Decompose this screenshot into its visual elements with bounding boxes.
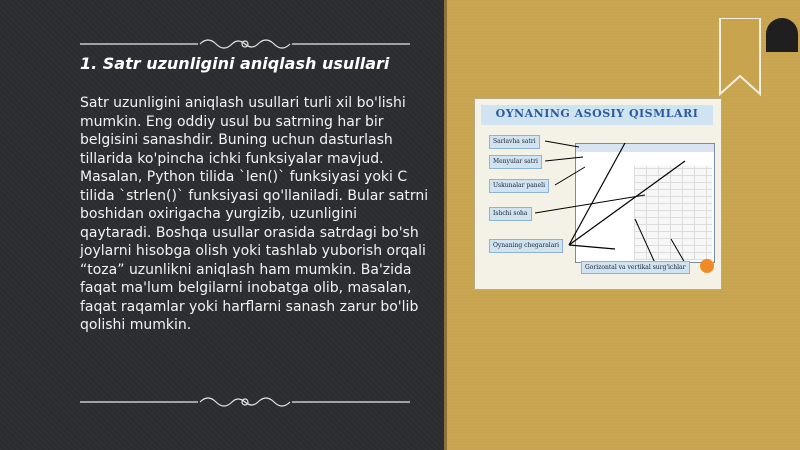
label-menu-bar: Menyular satri bbox=[489, 155, 542, 169]
panel-divider bbox=[444, 0, 447, 450]
top-ornament bbox=[80, 34, 410, 54]
label-scrollbars: Gorizontal va vertikal surg'ichlar bbox=[581, 261, 690, 274]
window-parts-image bbox=[474, 98, 722, 290]
label-window-borders: Oynaning chegaralari bbox=[489, 239, 563, 253]
slide-title: 1. Satr uzunligini aniqlash usullari bbox=[80, 54, 390, 73]
bottom-ornament bbox=[80, 392, 410, 412]
slide-body-text: Satr uzunligini aniqlash usullari turli xil bo'lishi mumkin. Eng oddiy usul bu satrning har bir belgisini sanashdir. Buning uchun dasturlash tillarida ko'pincha ichki funksiyalar mavjud. Masalan, Python tilida `len()` funksiyasi yoki C tilida `strlen()` funksiyasi qo'llaniladi. Bular satrni boshidan oxirigacha yurgizib, uzunligini qaytaradi. Boshqa usullar orasida satrdagi bo'sh joylarni hisobga olish yoki tashlab yuborish orqali “toza” uzunlikni aniqlash ham mumkin. Ba'zida faqat ma'lum belgilarni inobatga olib, masalan, faqat raqamlar yoki harflarni sanash zarur bo'lib qolishi mumkin. bbox=[80, 95, 429, 333]
label-toolbar: Uskunalar paneli bbox=[489, 179, 549, 193]
label-workspace: Ishchi soha bbox=[489, 207, 532, 221]
corner-fold-icon bbox=[766, 18, 800, 52]
image-title: OYNANING ASOSIY QISMLARI bbox=[495, 107, 699, 120]
label-title-bar: Sarlavha satri bbox=[489, 135, 540, 149]
accent-dot bbox=[700, 259, 714, 273]
bookmark-ribbon-icon bbox=[716, 18, 764, 98]
